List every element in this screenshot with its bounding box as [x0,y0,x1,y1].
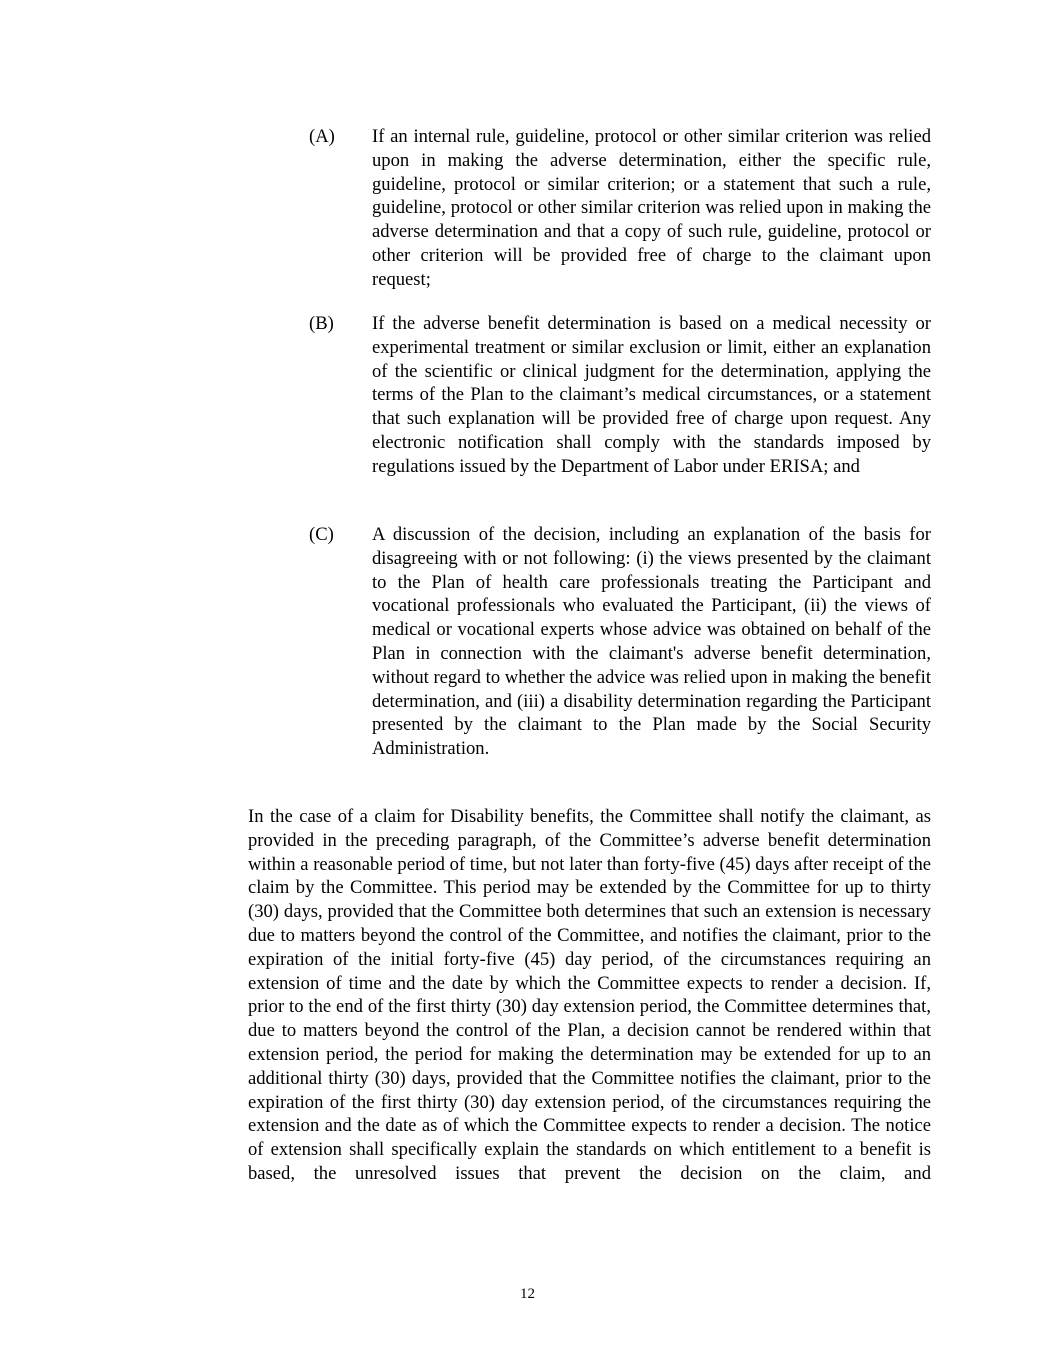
item-label: (C) [309,524,334,545]
item-text: A discussion of the decision, including an explanation of the basis for disagreeing with or not following: (i) the views presented by the claimant to the Plan of health care professionals treating the Participant and vocational professionals who evaluated the Participant, (ii) the views of medical or vocational experts whose advice was obtained on behalf of the Plan in connection with the claimant's adverse benefit determination, without regard to whether the advice was relied upon in making the benefit determination, and (iii) a disability determination regarding the Participant presented by the claimant to the Plan made by the Social Security Administration. [372,524,931,760]
list-item-b [309,312,931,479]
item-label: (A) [309,126,335,147]
item-text: If the adverse benefit determination is based on a medical necessity or experimental treatment or similar exclusion or limit, either an explanation of the scientific or clinical judgment for the determination, applying the terms of the Plan to the claimant’s medical circumstances, or a statement that such explanation will be provided free of charge upon request. Any electronic notification shall comply with the standards imposed by regulations issued by the Department of Labor under ERISA; and [372,313,931,477]
body-paragraph: In the case of a claim for Disability benefits, the Committee shall notify the claimant, as provided in the preceding paragraph, of the Committee’s adverse benefit determination within a reasonable period of time, but not later than forty-five (45) days after receipt of the claim by the Committee. This period may be extended by the Committee for up to thirty (30) days, provided that the Committee both determines that such an extension is necessary due to matters beyond the control of the Committee, and notifies the claimant, prior to the expiration of the initial forty-five (45) day period, of the circumstances requiring an extension of time and the date by which the Committee expects to render a decision. If, prior to the end of the first thirty (30) day extension period, the Committee determines that, due to matters beyond the control of the Plan, a decision cannot be rendered within that extension period, the period for making the determination may be extended for up to an additional thirty (30) days, provided that the Committee notifies the claimant, prior to the expiration of the first thirty (30) day extension period, of the circumstances requiring the extension and the date as of which the Committee expects to render a decision. The notice of extension shall specifically explain the standards on which entitlement to a benefit is based, the unresolved issues that prevent the decision on the claim, and [248,806,931,1184]
list-item-a [309,125,931,292]
page-number: 12 [520,1286,535,1302]
list-item-c [309,523,931,761]
item-label: (B) [309,313,334,334]
item-text: If an internal rule, guideline, protocol or other similar criterion was relied upon in making the adverse determination, either the specific rule, guideline, protocol or similar criterion; or a statement that such a rule, guideline, protocol or other similar criterion was relied upon in making the adverse determination and that a copy of such rule, guideline, protocol or other criterion will be provided free of charge to the claimant upon request; [372,126,931,290]
